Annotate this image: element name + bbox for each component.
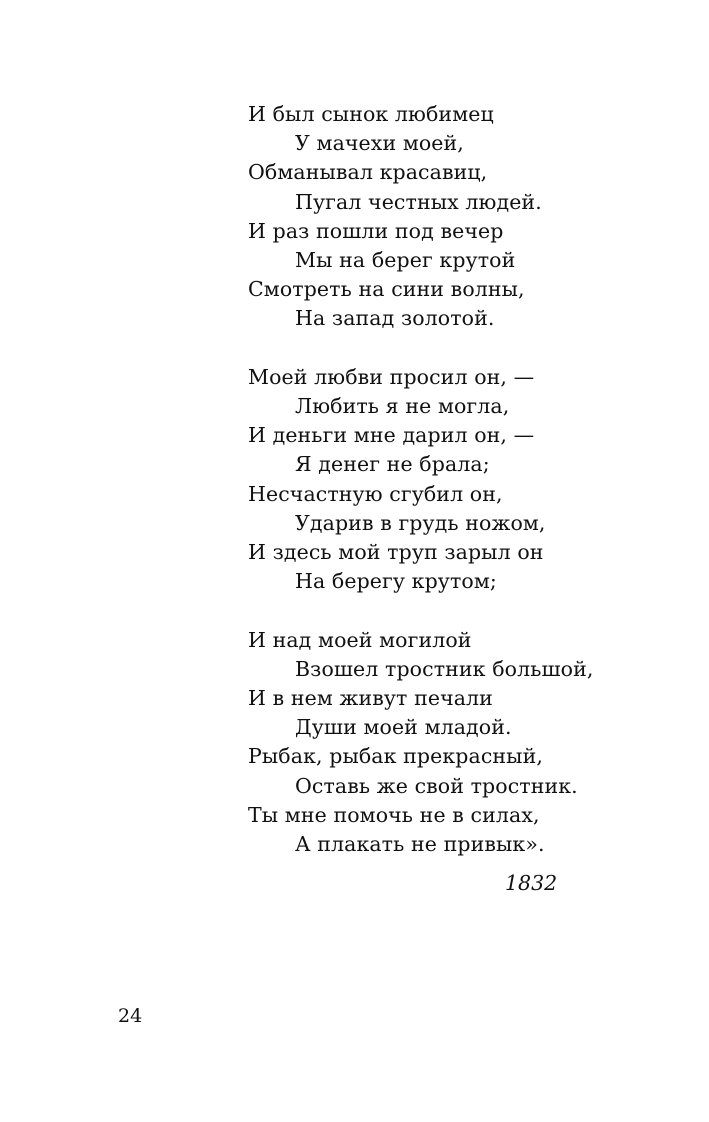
poem-line: А плакать не привык». (295, 832, 545, 857)
poem-line: Любить я не могла, (295, 394, 510, 419)
poem-line: И деньги мне дарил он, — (248, 423, 535, 448)
poem-line: Моей любви просил он, — (248, 364, 535, 389)
poem-line: Оставь же свой тростник. (295, 773, 578, 798)
poem-line: Ударив в грудь ножом, (295, 510, 546, 535)
page-number: 24 (118, 1005, 143, 1027)
poem-line: Смотреть на сини волны, (248, 277, 525, 302)
poem-line: Ты мне помочь не в силах, (248, 802, 540, 827)
poem-line: И над моей могилой (248, 627, 472, 652)
poem-line: И в нем живут печали (248, 686, 493, 711)
poem-line: И раз пошли под вечер (248, 218, 504, 243)
stanza-2 (248, 363, 648, 597)
poem-line: И был сынок любимец (248, 102, 494, 126)
poem-line: Я денег не брала; (295, 452, 490, 477)
poem-line: Души моей младой. (295, 715, 512, 740)
poem-line: Обманывал красавиц, (248, 160, 488, 185)
poem-line: На берегу крутом; (295, 569, 497, 594)
stanza-3 (248, 626, 648, 860)
poem-date: 1832 (505, 871, 558, 895)
poem-line: Пугал честных людей. (295, 189, 542, 214)
poem-line: И здесь мой труп зарыл он (248, 540, 544, 565)
poem-line: Взошел тростник большой, (295, 656, 594, 681)
poem-line: Рыбак, рыбак прекрасный, (248, 744, 543, 769)
poem-body (248, 100, 648, 859)
poem-line: На запад золотой. (295, 306, 495, 331)
poem-line: Мы на берег крутой (295, 248, 516, 273)
poem-line: У мачехи моей, (295, 131, 464, 156)
poem-line: Несчастную сгубил он, (248, 481, 503, 506)
stanza-1 (248, 100, 648, 334)
